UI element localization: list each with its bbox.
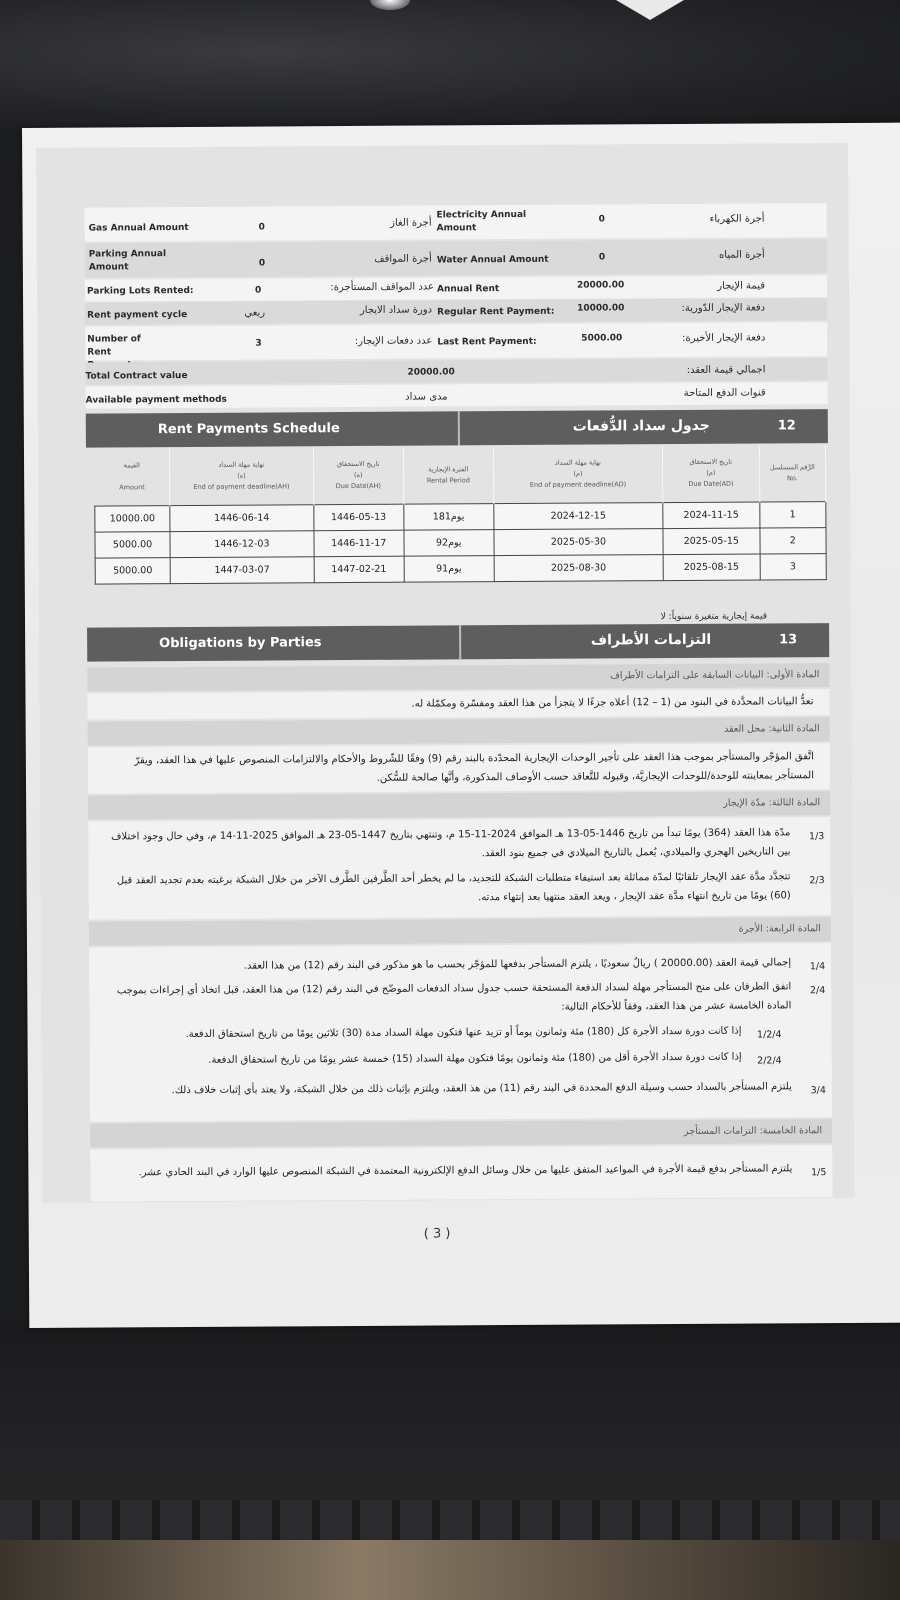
para-4-3-number: 3/4 <box>810 1085 826 1097</box>
para-4-2-text: اتفق الطرفان على منح المستأجر مهلة لسداد الدفعة المستحقة حسب جدول سداد الدفعات الموضّح في البند رقم (12) من هذا العقد، قبل اتخاذ أي إجراءات بموجب المادة الخامسة عشر من هذا العقد، وفقاً للأحكام التالية: <box>116 981 792 1013</box>
para-4-2-2-text: إذا كانت دورة سداد الأجرة أقل من (180) مئة وثمانون يومًا فتكون مهلة السداد (15) خمسة عشر يومًا من تاريخ استحقاق الدفعة. <box>208 1051 742 1066</box>
methods-label: Available payment methods <box>85 394 227 406</box>
cell-end-ah: 1446-06-14 <box>170 504 314 531</box>
electricity-label: Electricity Annual Amount <box>436 209 527 234</box>
cell-end-ad: 2025-05-30 <box>494 528 663 555</box>
cell-amount: 5000.00 <box>95 531 170 557</box>
water-label: Water Annual Amount <box>436 254 549 266</box>
para-4-3-text: يلتزم المستأجر بالسداد حسب وسيلة الدفع المحددة في البند رقم (11) من هذ العقد، ويلتزم بإثبات ذلك من خلال الشبكة، ولا يعتد بأي إثبات خلاف ذلك. <box>171 1081 792 1097</box>
water-label-ar: أجرة المياه <box>718 249 765 261</box>
header-divider <box>458 411 460 445</box>
para-3-1-text: مدّة هذا العقد (364) يومًا تبدأ من تاريخ 1446-05-13 هـ الموافق 2024-11-15 م، وتنتهي بتاريخ 1447-05-23 هـ الموافق 2025-11-14 م، وفي حال وجود اختلاف بين التاريخين الهجري والميلادي، يُعمل بالتاريخ الميلادي في جميع بنود العقد. <box>111 827 791 860</box>
parking-label: Parking Annual Amount <box>88 249 167 273</box>
cell-due-ad: 2024-11-15 <box>663 502 760 529</box>
col-no: الرَّقم المتسلسل No. <box>759 445 826 501</box>
para-3-2-text: تتجدَّد مدَّة عقد الإيجار تلقائيًا لمدّة مماثلة بعد استيفاء متطلبات الشبكة للتجديد، ما لم يخطر أحد الطَّرفين الطَّرف الآخر من خلال الشبكة برغبته بعدم تجديد العقد قبل (60) يومًا من تاريخ انتهاء مدَّة عقد الإيجار ، ويعد العقد منتهيا بعد إنتهاء مدته. <box>116 871 791 904</box>
count-label-ar: عدد دفعات الإيجار: <box>354 335 433 347</box>
article-2-heading: المادة الثانية: محل العقد <box>88 717 830 746</box>
cell-due-ah: 1447-02-21 <box>314 556 404 583</box>
background-top <box>0 0 900 130</box>
cell-due-ad: 2025-05-15 <box>663 528 760 555</box>
para-4-2-1-text: إذا كانت دورة سداد الأجرة كل (180) مئة وثمانون يوماً أو تزيد عنها فتكون مهلة السداد مدة (30) ثلاثين يومًا من تاريخ استحقاق الدفعة. <box>185 1025 742 1041</box>
section-12-title-ar: جدول سداد الدُّفعات <box>572 417 710 435</box>
cell-period: 92يوم <box>404 529 494 556</box>
article-3-body <box>88 817 831 920</box>
parking-label-ar: أجرة المواقف <box>374 253 432 265</box>
variable-rent-note: قيمة إيجارية متغيرة سنوياً: لا <box>660 611 768 623</box>
gas-value: 0 <box>258 222 265 233</box>
electricity-value: 0 <box>598 214 605 225</box>
annual-rent-label-ar: قيمة الإيجار <box>717 280 766 292</box>
contract-page <box>22 123 900 1328</box>
col-due-ad: تاريخ الاستحقاق (م) Due Date(AD) <box>663 446 760 503</box>
article-4-body <box>89 943 832 1122</box>
article-5-heading: المادة الخامسة: التزامات المستأجر <box>90 1119 832 1148</box>
article-2-body <box>88 743 830 794</box>
cell-no: 3 <box>760 553 827 579</box>
count-label: Number of Rent <box>87 334 141 358</box>
para-3-1-number: 1/3 <box>809 831 825 843</box>
total-label: Total Contract value <box>85 370 188 382</box>
annual-rent-value: 20000.00 <box>576 280 625 291</box>
cell-end-ad: 2024-12-15 <box>494 502 663 529</box>
cell-due-ah: 1446-05-13 <box>313 504 403 531</box>
para-4-2-1-number: 1/2/4 <box>756 1029 782 1041</box>
para-4-2-number: 2/4 <box>809 985 826 997</box>
total-value: 20000.00 <box>407 367 455 378</box>
parking-value: 0 <box>258 258 266 269</box>
article-3-heading: المادة الثالثة: مدّة الإيجار <box>88 791 830 820</box>
background-rail <box>0 1500 900 1540</box>
payments-schedule-table <box>94 445 827 584</box>
cell-amount: 5000.00 <box>95 557 170 583</box>
lots-label: Parking Lots Rented: <box>86 285 194 297</box>
regular-payment-value: 10000.00 <box>577 303 625 314</box>
article-2-text: اتَّفق المؤجّر والمستأجر بموجب هذا العقد على تأجير الوحدات الإيجارية المحدّدة بالبند رقم (9) وفقًا للشّروط والأحكام والالتزامات المنصوص عليها في هذا العقد، ويقرّ المستأجر بمعاينته للوحدة/للوحدات الإيجاريَّة، وقبوله للتَّعاقد حسب الأوصاف المذكورة، وأنَّها صالحة للسُّكن. <box>134 751 815 784</box>
section-12-header <box>86 409 828 448</box>
para-4-1-text: إجمالي قيمة العقد (20000.00 ) ريالٌ سعوديًا ، يلتزم المستأجر بدفعها للمؤجّر بحسب ما هو مذكور في البند رقم (12) من هذا العقد. <box>243 957 792 972</box>
page-content <box>36 143 854 1203</box>
paper-fold <box>616 0 684 20</box>
page-number: ( 3 ) <box>423 1226 451 1242</box>
methods-label-ar: قنوات الدفع المتاحة <box>683 387 766 399</box>
cell-period: 91يوم <box>404 555 494 582</box>
regular-payment-label: Regular Rent Payment: <box>437 306 555 318</box>
section-12-title-en: Rent Payments Schedule <box>157 421 340 438</box>
col-end-ah: نهاية مهلة السداد (ه) End of payment deadline(AH) <box>169 448 313 505</box>
cell-due-ad: 2025-08-15 <box>663 554 760 581</box>
schedule-header-row <box>94 445 825 505</box>
last-payment-label: Last Rent Payment: <box>437 336 537 348</box>
col-amount: القيمة Amount <box>94 449 169 505</box>
lots-value: 0 <box>254 285 262 296</box>
article-1-body <box>87 689 829 720</box>
section-13-title-en: Obligations by Parties <box>159 635 322 652</box>
section-13-header <box>87 623 829 662</box>
article-5-body <box>90 1145 832 1202</box>
section-13-title-ar: التزامات الأطراف <box>590 631 712 649</box>
para-4-2-2-number: 2/2/4 <box>757 1055 782 1067</box>
gas-label-ar: أجرة الغاز <box>390 217 432 229</box>
cell-end-ah: 1446-12-03 <box>170 530 314 557</box>
count-value: 3 <box>255 338 262 349</box>
para-4-1-number: 1/4 <box>809 961 826 973</box>
cycle-label: Rent payment cycle <box>87 309 188 321</box>
table-row <box>95 553 826 583</box>
section-12-number: 12 <box>777 418 796 434</box>
cell-end-ad: 2025-08-30 <box>494 554 663 581</box>
col-due-ah: تاريخ الاستحقاق (ه) Due Date(AH) <box>313 448 403 505</box>
annual-rent-label: Annual Rent <box>436 284 500 295</box>
col-period: الفترة الإيجارية Rental Period <box>403 447 493 504</box>
article-1-text: تعدُّ البيانات المحدَّدة في البنود من (1 – 12) أعلاه جزءًا لا يتجزأ من هذا العقد ومفسّرة ومكمّلة له. <box>411 696 814 710</box>
lots-label-ar: عدد المواقف المستأجرة: <box>330 281 435 294</box>
para-5-1-number: 1/5 <box>811 1167 827 1179</box>
methods-value: مدى سداد <box>405 391 448 403</box>
para-3-2-number: 2/3 <box>809 875 825 887</box>
article-4-heading: المادة الرابعة: الأجرة <box>89 917 831 946</box>
cell-no: 1 <box>759 501 826 527</box>
cycle-value: ربعي <box>244 307 266 319</box>
para-5-1-text: يلتزم المستأجر بدفع قيمة الأجرة في المواعيد المتفق عليها من خلال وسائل الدفع الإلكترونية المعتمدة في الشبكة المنصوص عليها الوارد في البند الحادي عشر. <box>138 1163 793 1179</box>
cell-no: 2 <box>759 527 826 553</box>
cell-period: 181يوم <box>403 503 493 530</box>
water-value: 0 <box>598 252 606 263</box>
electricity-label-ar: أجرة الكهرباء <box>709 213 765 225</box>
total-label-ar: اجمالي قيمة العقد: <box>686 364 766 376</box>
gas-label: Gas Annual Amount <box>88 222 189 234</box>
section-13-number: 13 <box>779 632 798 648</box>
background-floor <box>0 1540 900 1600</box>
col-end-ad: نهاية مهلة السداد (م) End of payment deadline(AD) <box>493 446 663 503</box>
cell-end-ah: 1447-03-07 <box>170 556 314 583</box>
article-1-heading: المادة الأولى: البيانات السابقة على التزامات الأطراف <box>87 663 829 692</box>
regular-payment-label-ar: دفعة الإيجار الدّورية: <box>681 302 766 314</box>
cell-due-ah: 1446-11-17 <box>314 530 404 557</box>
cell-amount: 10000.00 <box>95 505 170 531</box>
last-payment-label-ar: دفعة الإيجار الأخيرة: <box>682 332 766 344</box>
last-payment-value: 5000.00 <box>581 333 623 344</box>
cycle-label-ar: دورة سداد الايجار <box>359 304 433 316</box>
header-divider <box>459 625 461 659</box>
